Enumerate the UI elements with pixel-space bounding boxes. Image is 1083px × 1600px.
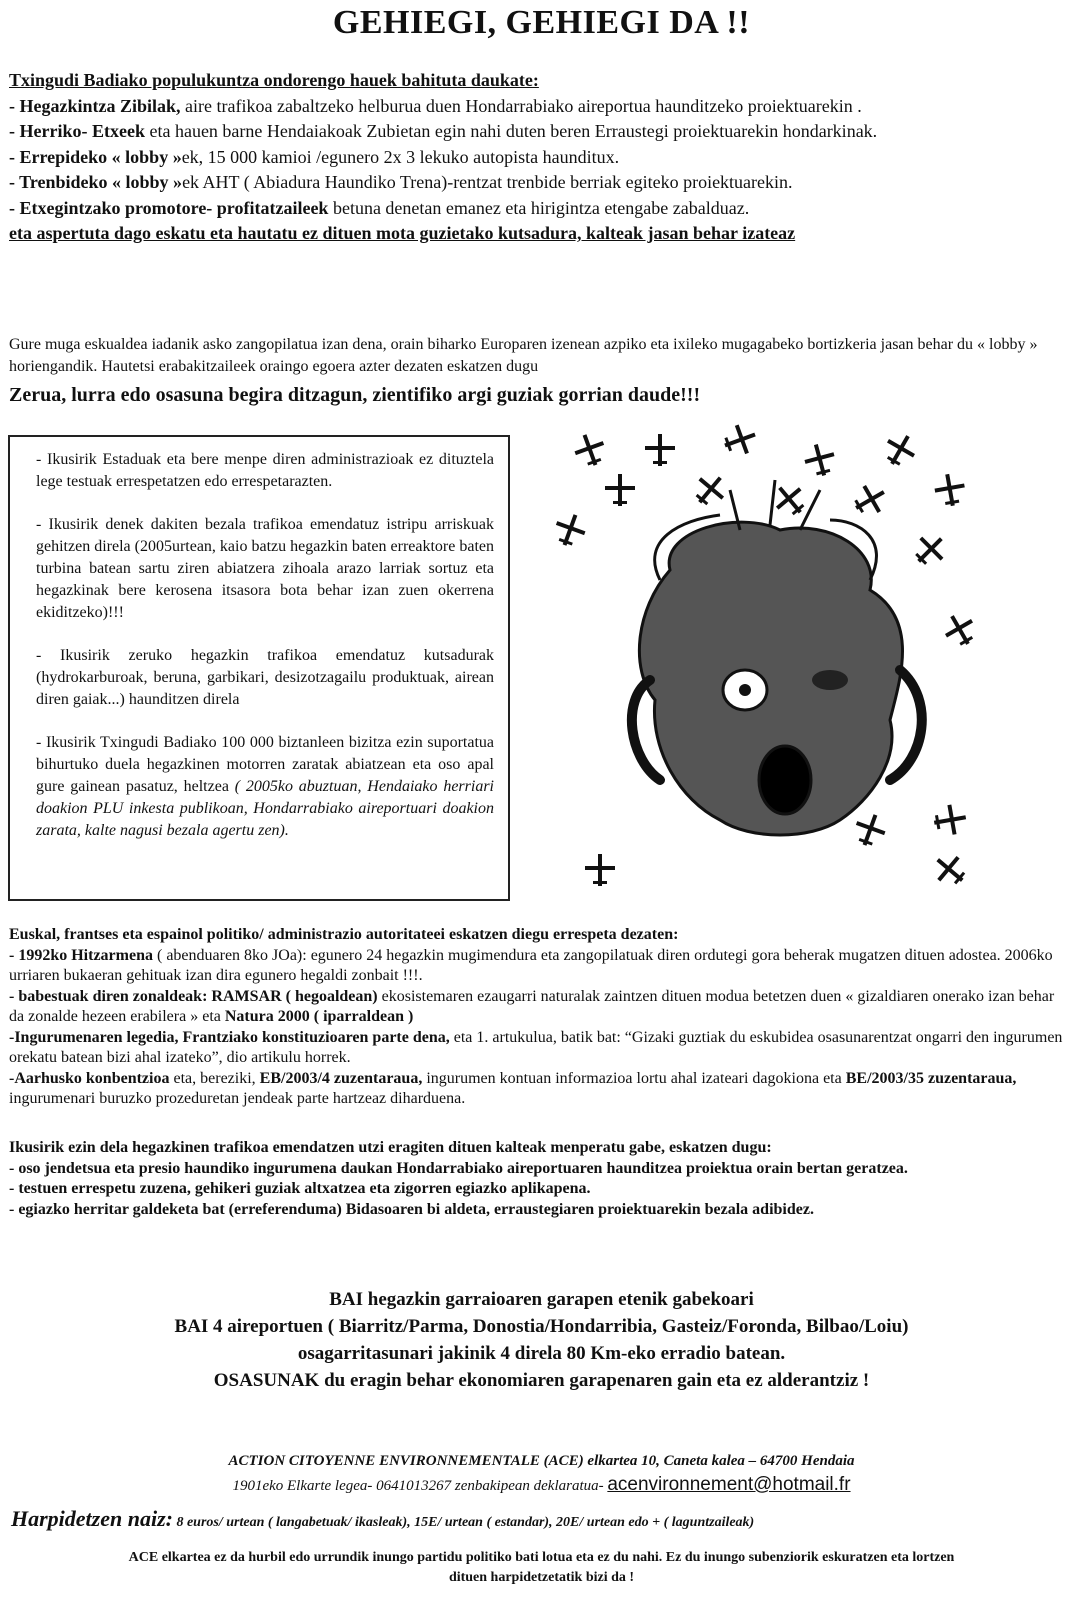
- demands-heading: Euskal, frantses eta espainol politiko/ administrazio autoritateei eskatzen diegu errespeta dezaten:: [9, 926, 679, 943]
- demands-item-bold: BE/2003/35 zuzentaraua,: [845, 1069, 1017, 1087]
- organization-address: ACTION CITOYENNE ENVIRONNEMENTALE (ACE) elkartea 10, Caneta kalea – 64700 Hendaia: [228, 1453, 855, 1469]
- demands-item: [9, 946, 1069, 987]
- requests-item: - testuen errespetu zuzena, gehikeri guziak altxatzea eta zigorren egiazko aplikapena.: [9, 1180, 591, 1197]
- demands-item-bold: -Ingurumenaren legedia, Frantziako konstituzioaren parte dena,: [9, 1028, 450, 1046]
- requests-item: - oso jendetsua eta presio haundiko ingurumena daukan Hondarrabiako aireportuaren haunditzea proiektua orain bertan geratzea.: [9, 1159, 908, 1177]
- demands-item-bold: - 1992ko Hitzarmena: [9, 946, 153, 964]
- email-link[interactable]: acenvironnement@hotmail.fr: [607, 1474, 851, 1495]
- intro-item-text: betuna denetan emanez eta hirigintza etengabe zabalduaz.: [328, 197, 750, 218]
- subscription-line: [11, 1506, 754, 1532]
- intro-item-text: aire trafikoa zabaltzeko helburua duen Hondarrabiako aireportua haunditzeko proiektuarekin .: [180, 95, 862, 116]
- bai-section: [0, 1286, 1083, 1394]
- requests-heading: Ikusirik ezin dela hegazkinen trafikoa emendatzen utzi eragiten dituen kalteak menperatu gabe, eskatzen dugu:: [9, 1139, 772, 1156]
- considerations-box: [8, 435, 510, 901]
- intro-item: [9, 196, 1069, 222]
- subscription-label: Harpidetzen naiz:: [11, 1506, 173, 1531]
- demands-item-bold: EB/2003/4 zuzentaraua,: [259, 1069, 423, 1087]
- footer-note: [0, 1548, 1083, 1588]
- demands-item-text: ingurumen kontuan informazioa lortu ahal izateari dagokiona eta: [422, 1069, 846, 1087]
- alert-line: Zerua, lurra edo osasuna begira ditzagun, zientifiko argi guziak gorrian daude!!!: [9, 384, 701, 406]
- organization-info: [0, 1450, 1083, 1498]
- box-paragraph: - Ikusirik denek dakiten bezala trafikoa emendatuz istripu arriskuak gehitzen direla (2005urtean, kaio batzu hegazkin baten erreaktore baten turbina batean sartu ziren abiatzera zihoala arazo larriak sortuz eta hegazkinak bere kerosena itsasora bota behar izan zuen okerrena ekiditzeko)!!!: [36, 516, 494, 621]
- intro-item: [9, 94, 1069, 120]
- region-paragraph: Gure muga eskualdea iadanik asko zangopilatua izan dena, orain biharko Europaren izenean azpiko eta ixileko mugagabeko bortizkeria jasan behar du « lobby » horiengandik. Hautetsi erabakitzaileek oraingo egoera azter dezaten eskatzen dugu: [9, 336, 1038, 375]
- intro-item-text: ek AHT ( Abiadura Haundiko Trena)-rentzat trenbide berriak egiteko proiektuarekin.: [182, 172, 793, 192]
- footer-line: dituen harpidetzetatik bizi da !: [448, 1570, 635, 1585]
- intro-item: [9, 145, 1069, 171]
- intro-item-bold: - Hegazkintza Zibilak,: [9, 95, 181, 116]
- box-paragraph: - Ikusirik zeruko hegazkin trafikoa emendatuz kutsadurak (hydrokarburoak, beruna, garbikari, desizotzagailu produktuak, airean diren gaiak...) haunditzen direla: [36, 647, 494, 708]
- bai-line: BAI 4 aireportuen ( Biarritz/Parma, Donostia/Hondarribia, Gasteiz/Foronda, Bilbao/Loiu): [174, 1316, 909, 1337]
- subscription-rates: 8 euros/ urtean ( langabetuak/ ikasleak), 15E/ urtean ( estandar), 20E/ urtean edo + ( laguntzaileak): [172, 1515, 755, 1530]
- bai-line: OSASUNAK du eragin behar ekonomiaren garapenaren gain eta ez alderantziz !: [213, 1370, 870, 1391]
- demands-item-bold: -Aarhusko konbentzioa: [9, 1069, 170, 1087]
- demands-item-text: eta, bereziki,: [169, 1069, 260, 1087]
- screaming-head-illustration: [540, 420, 980, 900]
- demands-item-text: ingurumenari buruzko prozeduretan jendeak parte hartzeaz diharduena.: [9, 1090, 466, 1107]
- demands-item-text: eta 1. artukulua, batik bat: “Gizaki guztiak du eskubidea osasunarentzat ongarri den ingurumen orekatu batean bizi ahal izateko”, dio artikulu horrek.: [9, 1028, 1063, 1066]
- box-paragraph: [36, 732, 494, 842]
- demands-item-text: ( abenduaren 8ko JOa): egunero 24 hegazkin mugimendura eta zangopilatuak diren ordutegi gora beherak mugatzen dituen adostea. 2006ko urriaren bukaeran gehituak izan dira egunero hegaldi zonbait !!!.: [9, 946, 1053, 984]
- intro-item: [9, 119, 1069, 145]
- box-paragraph: - Ikusirik Estaduak eta bere menpe diren administrazioak ez dituztela lege testuak errespetatzen edo errespetarazten.: [36, 451, 494, 490]
- intro-item-bold: - Herriko- Etxeek: [9, 121, 145, 141]
- intro-item-text: eta hauen barne Hendaiakoak Zubietan egin nahi duten beren Erraustegi proiektuarekin hondarkinak.: [144, 121, 878, 141]
- organization-registration: [0, 1473, 1083, 1498]
- intro-section: [9, 68, 1069, 247]
- head-drawing: [632, 480, 922, 835]
- intro-item: [9, 170, 1069, 196]
- demands-section: [9, 925, 1069, 1110]
- requests-section: [9, 1138, 1069, 1220]
- footer-line: ACE elkartea ez da hurbil edo urrundik inungo partidu politiko bati lotua eta ez du nahi. Ez du inungo subenziorik eskuratzen eta lortzen: [128, 1550, 955, 1565]
- page-title: GEHIEGI, GEHIEGI DA !!: [332, 4, 751, 41]
- intro-item-bold: - Etxegintzako promotore- profitatzaileek: [9, 197, 329, 218]
- intro-item-bold: - Trenbideko « lobby »: [9, 172, 183, 192]
- demands-item-text: ekosistemaren ezaugarri naturalak zaintzen dituen modua betetzen duen « gizaldiaren onerako izan behar da zonalde hezeen erabilera » eta: [9, 987, 1055, 1025]
- demands-item: [9, 987, 1069, 1028]
- bai-line: BAI hegazkin garraioaren garapen etenik gabekoari: [329, 1289, 754, 1310]
- demands-item: [9, 1028, 1069, 1069]
- demands-item-bold: Natura 2000 ( iparraldean ): [224, 1008, 414, 1025]
- requests-item: - egiazko herritar galdeketa bat (erreferenduma) Bidasoaren bi aldeta, erraustegiaren proiektuarekin bezala adibidez.: [9, 1200, 814, 1218]
- registration-text: 1901eko Elkarte legea- 0641013267 zenbakipean deklaratua-: [232, 1478, 608, 1494]
- intro-closing: eta aspertuta dago eskatu eta hautatu ez dituen mota guzietako kutsadura, kalteak jasan behar izateaz: [9, 223, 796, 243]
- intro-item-text: ek, 15 000 kamioi /egunero 2x 3 lekuko autopista haunditux.: [181, 146, 620, 167]
- intro-heading: Txingudi Badiako populukuntza ondorengo hauek bahituta daukate:: [9, 70, 539, 90]
- demands-item-bold: - babestuak diren zonaldeak: RAMSAR ( hegoaldean): [9, 987, 378, 1005]
- box-paragraph-text: - Ikusirik Txingudi Badiako 100 000 biztanleen bizitza ezin suportatua bihurtuko duela hegazkinen motorren zaratak abiatzean eta oso apal gure gainean pasatuz, heltzea: [36, 734, 494, 795]
- intro-item-bold: - Errepideko « lobby »: [9, 146, 182, 167]
- bai-line: osagarritasunari jakinik 4 direla 80 Km-eko erradio batean.: [297, 1343, 786, 1364]
- demands-item: [9, 1069, 1069, 1110]
- box-paragraph-note: ( 2005ko abuztuan, Hendaiako herriari doakion PLU inkesta publikoan, Hondarrabiako aireportuari doakion zarata, kalte nagusi bezala agertu zen).: [36, 778, 494, 839]
